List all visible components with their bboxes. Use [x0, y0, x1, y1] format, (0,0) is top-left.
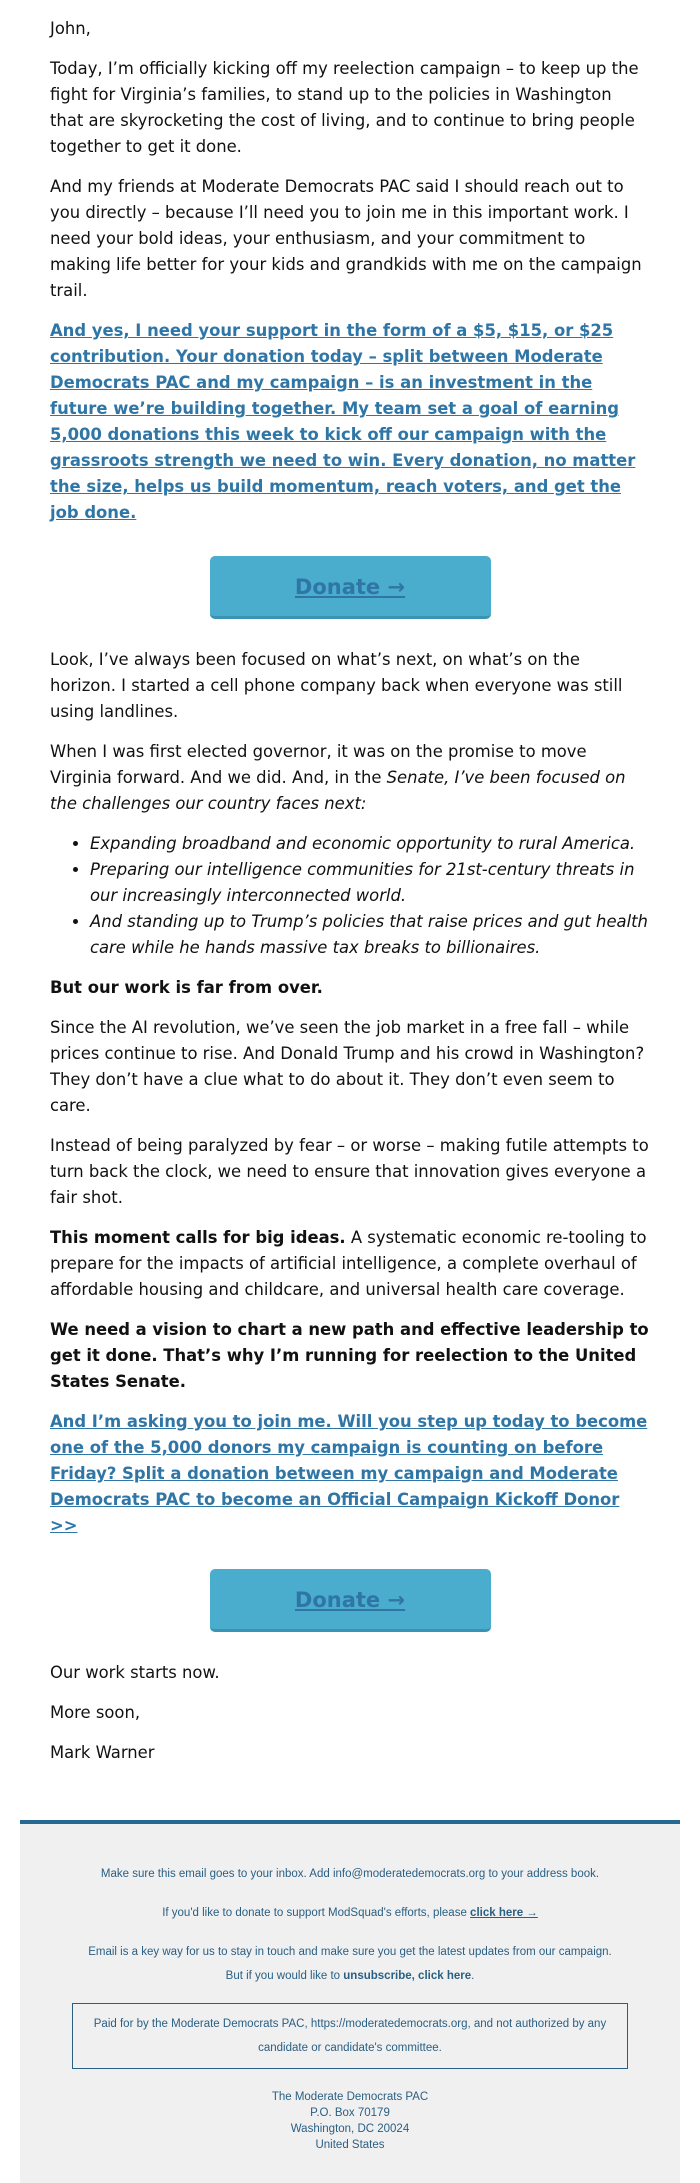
paragraph-kickoff: Today, I’m officially kicking off my reelection campaign – to keep up the fight for Virginia’s families, to stand up to the policies in Washington that are skyrocketing the cost of living, and to continue to bring people together to get it done.	[50, 59, 639, 156]
big-ideas-text: A systematic economic re-tooling to prepare for the impacts of artificial intelligence, a complete overhaul of affordable housing and childcare, and universal health care coverage.	[50, 1228, 647, 1299]
governor-text: When I was first elected governor, it was on the promise to move Virginia forward. And we did. And, in the	[50, 742, 587, 787]
governor-italic-text: Senate, I’ve been focused on the challenges our country faces next:	[50, 768, 626, 813]
paragraph-ai: Since the AI revolution, we’ve seen the job market in a free fall – while prices continue to rise. And Donald Trump and his crowd in Washington? They don’t have a clue what to do about it. They don’t even seem to care.	[50, 1018, 645, 1115]
mailing-address	[20, 2089, 680, 2153]
donate-notice-text: If you'd like to donate to support ModSquad's efforts, please	[162, 1907, 471, 1919]
donate-notice	[20, 1901, 680, 1925]
unsubscribe-suffix: .	[471, 1970, 475, 1982]
list-item: • Preparing our intelligence communities for 21st-century threats in our increasingly interconnected world.	[90, 857, 650, 909]
big-ideas-bold: This moment calls for big ideas.	[50, 1228, 346, 1247]
list-item: • And standing up to Trump’s policies that raise prices and gut health care while he hands massive tax breaks to billionaires.	[90, 909, 650, 961]
unsubscribe-text: Email is a key way for us to stay in touch and make sure you get the latest updates from our campaign. But if you would like to	[88, 1946, 612, 1982]
work-not-over-heading: But our work is far from over.	[50, 978, 323, 997]
paragraph-governor	[50, 739, 650, 817]
unsubscribe-notice	[20, 1940, 680, 1988]
signature: Mark Warner	[50, 1743, 155, 1762]
paragraph-whats-next: Look, I’ve always been focused on what’s next, on what’s on the horizon. I started a cell phone company back when everyone was still using landlines.	[50, 650, 623, 721]
paragraph-join: And my friends at Moderate Democrats PAC said I should reach out to you directly – because I’ll need you to join me in this important work. I need your bold ideas, your enthusiasm, and your commitment to making life better for your kids and grandkids with me on the campaign trail.	[50, 177, 642, 300]
donate-button-2[interactable]: Donate →	[210, 1569, 491, 1632]
donate-button[interactable]: Donate →	[210, 556, 491, 619]
paid-for-disclaimer: Paid for by the Moderate Democrats PAC, https://moderatedemocrats.org, and not authorized by any candidate or candidate's committee.	[72, 2003, 628, 2069]
email-footer	[20, 1820, 680, 2183]
priorities-list	[50, 831, 650, 961]
footer-donate-link[interactable]: click here →	[470, 1907, 538, 1919]
paragraph-big-ideas	[50, 1225, 650, 1303]
list-item: • Expanding broadband and economic opportunity to rural America.	[90, 831, 650, 857]
inbox-notice: Make sure this email goes to your inbox. Add info@moderatedemocrats.org to your address book.	[100, 1868, 600, 1880]
sign-off: More soon,	[50, 1703, 141, 1722]
paragraph-innovation: Instead of being paralyzed by fear – or worse – making futile attempts to turn back the clock, we need to ensure that innovation gives everyone a fair shot.	[50, 1136, 649, 1207]
address-line: Washington, DC 20024	[290, 2123, 410, 2135]
address-line: P.O. Box 70179	[310, 2107, 390, 2119]
kickoff-donor-link[interactable]: And I’m asking you to join me. Will you step up today to become one of the 5,000 donors my campaign is counting on before Friday? Split a donation between my campaign and Moderate Democrats PAC to become an Official Campaign Kickoff Donor >>	[50, 1412, 648, 1535]
greeting: John,	[50, 19, 91, 38]
closing-line: Our work starts now.	[50, 1663, 220, 1682]
donation-ask-link[interactable]: And yes, I need your support in the form of a $5, $15, or $25 contribution. Your donation today – split between Moderate Democrats PAC and my campaign – is an investment in the future we’re building together. My team set a goal of earning 5,000 donations this week to kick off our campaign with the grassroots strength we need to win. Every donation, no matter the size, helps us build momentum, reach voters, and get the job done.	[50, 321, 636, 522]
unsubscribe-link[interactable]: unsubscribe, click here	[343, 1970, 472, 1982]
address-line: United States	[315, 2139, 385, 2151]
address-line: The Moderate Democrats PAC	[271, 2091, 429, 2103]
paragraph-vision: We need a vision to chart a new path and effective leadership to get it done. That’s why I’m running for reelection to the United States Senate.	[50, 1320, 649, 1391]
